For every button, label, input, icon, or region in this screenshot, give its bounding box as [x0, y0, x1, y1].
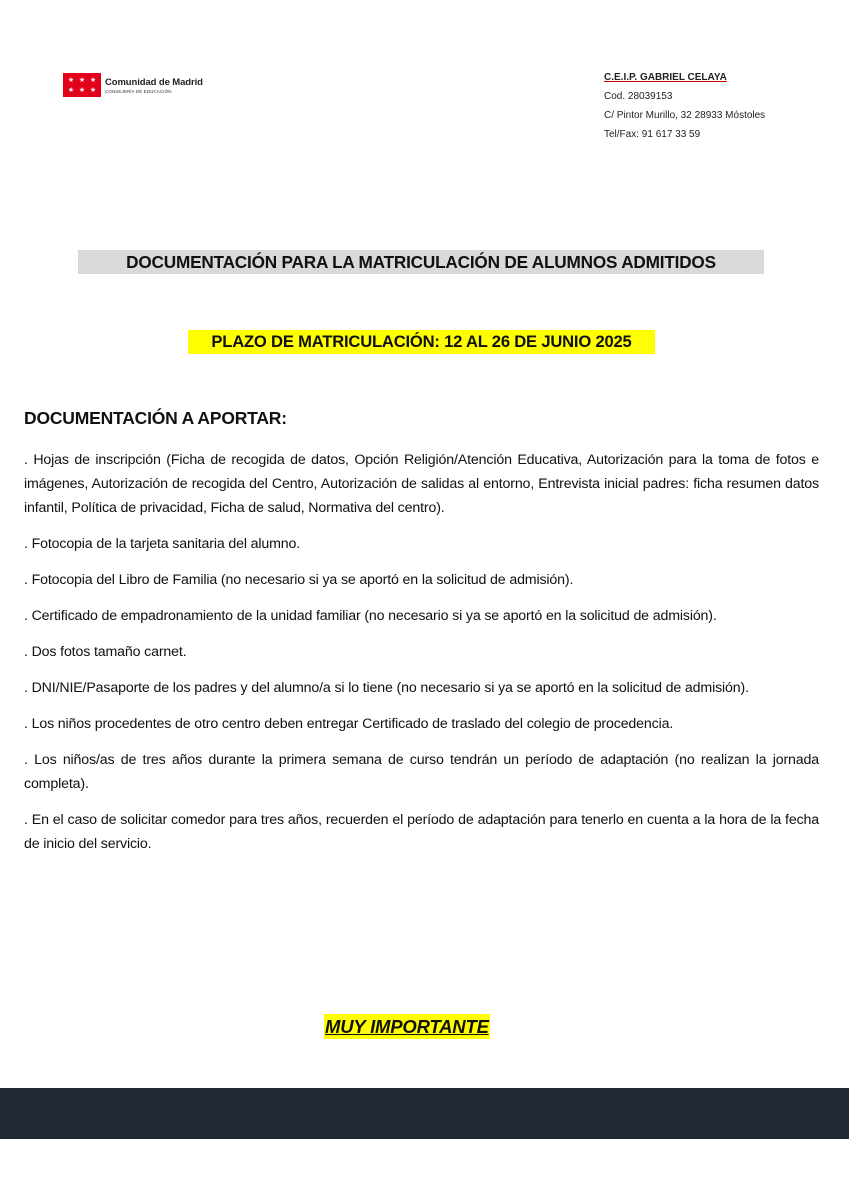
footer-bar: [0, 1088, 849, 1139]
list-item: . Hojas de inscripción (Ficha de recogida de datos, Opción Religión/Atención Educativa, Autorización para la toma de fotos e imágenes, Autorización de recogida del Centro, Autorización de salidas al entorno, Entrevista inicial padres: ficha resumen datos infantil, Política de privacidad, Ficha de salud, Normativa del centro).: [24, 452, 819, 516]
bottom-margin: [0, 1139, 849, 1200]
list-item: . Los niños/as de tres años durante la primera semana de curso tendrán un período de adaptación (no realizan la jornada completa).: [24, 752, 819, 792]
list-item: . Dos fotos tamaño carnet.: [24, 644, 187, 660]
school-name: C.E.I.P. GABRIEL CELAYA: [604, 72, 727, 83]
logo-subtitle: CONSEJERÍA DE EDUCACIÓN: [105, 88, 172, 94]
list-item: . Fotocopia del Libro de Familia (no necesario si ya se aportó en la solicitud de admisión).: [24, 572, 574, 588]
school-code: Cod. 28039153: [604, 91, 673, 102]
logo-name: Comunidad de Madrid: [105, 76, 203, 88]
school-info: [604, 68, 765, 144]
list-item: . Los niños procedentes de otro centro deben entregar Certificado de traslado del colegio de procedencia.: [24, 716, 674, 732]
important-notice: MUY IMPORTANTE: [325, 1016, 489, 1037]
section-heading: DOCUMENTACIÓN A APORTAR:: [24, 408, 287, 428]
document-title: DOCUMENTACIÓN PARA LA MATRICULACIÓN DE ALUMNOS ADMITIDOS: [78, 250, 764, 274]
list-item: . Fotocopia de la tarjeta sanitaria del alumno.: [24, 536, 301, 552]
list-item: . Certificado de empadronamiento de la unidad familiar (no necesario si ya se aportó en la solicitud de admisión).: [24, 608, 717, 624]
comunidad-madrid-logo: [63, 73, 203, 97]
list-item: . En el caso de solicitar comedor para tres años, recuerden el período de adaptación para tenerlo en cuenta a la hora de la fecha de inicio del servicio.: [24, 812, 819, 852]
school-phone: Tel/Fax: 91 617 33 59: [604, 129, 701, 140]
enrollment-deadline: PLAZO DE MATRICULACIÓN: 12 AL 26 DE JUNIO 2025: [188, 330, 655, 354]
madrid-flag-icon: ★ ★ ★ ★ ★ ★: [63, 73, 101, 97]
list-item: . DNI/NIE/Pasaporte de los padres y del alumno/a si lo tiene (no necesario si ya se aportó en la solicitud de admisión).: [24, 680, 749, 696]
documents-list: [24, 448, 819, 868]
school-address: C/ Pintor Murillo, 32 28933 Móstoles: [604, 110, 766, 121]
